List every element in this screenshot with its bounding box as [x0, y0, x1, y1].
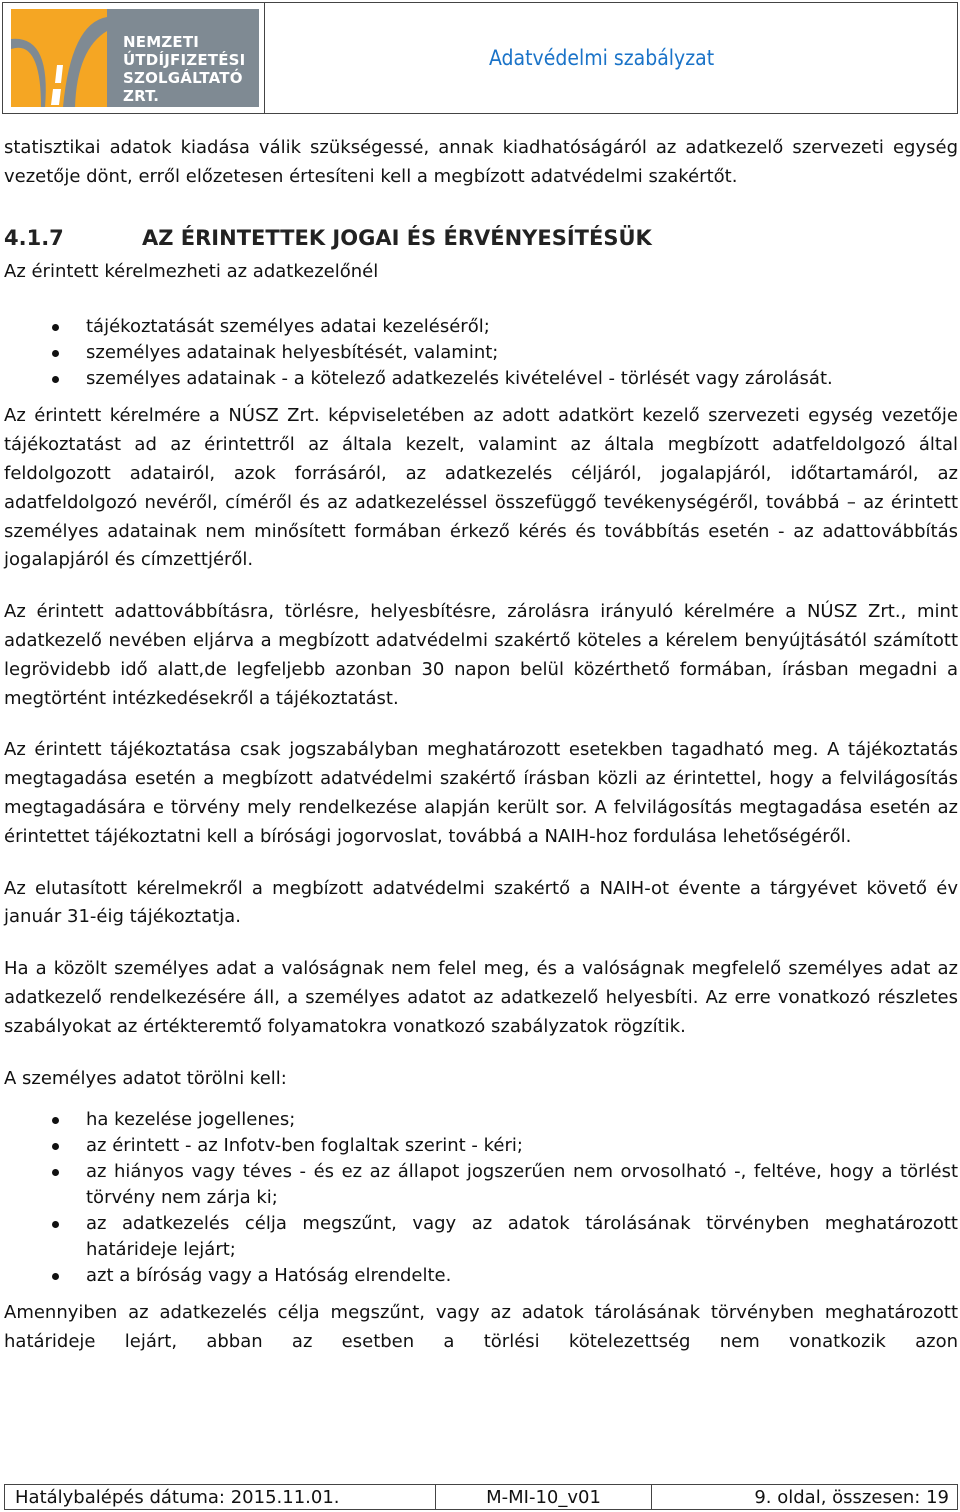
paragraph-rejected-requests: Az elutasított kérelmekről a megbízott adatvédelmi szakértő a NAIH-ot évente a tárgyévet követő év január 31-éig tájékoztatja.: [4, 877, 958, 928]
paragraph-correction: Ha a közölt személyes adat a valóságnak nem felel meg, és a valóságnak megfelelő személyes adat az adatkezelő rendelkezésére áll, a személyes adatot az adatkezelő helyesbíti. Az erre vonatkozó részletes szabályokat az értékteremtő folyamatokra vonatkozó szabályzatok rögzítik.: [4, 958, 958, 1037]
closing-paragraph: Amennyiben az adatkezelés célja megszűnt, vagy az adatok tárolásának törvényben meghatározott határideje lejárt, abban az esetben a törlési kötelezettség nem vonatkozik azon: [4, 1302, 958, 1353]
list-item: azt a bíróság vagy a Hatóság elrendelte.: [52, 1263, 958, 1289]
section-heading: [4, 220, 958, 256]
list-item: az hiányos vagy téves - és ez az állapot jogszerűen nem orvosolható -, feltéve, hogy a törlést törvény nem zárja ki;: [52, 1159, 958, 1211]
rights-list: [52, 314, 958, 392]
logo-text: [123, 33, 259, 105]
rights-intro: Az érintett kérelmezheti az adatkezelőnél: [4, 260, 379, 282]
section-title: AZ ÉRINTETTEK JOGAI ÉS ÉRVÉNYESÍTÉSÜK: [142, 225, 652, 250]
list-item: személyes adatainak helyesbítését, valamint;: [52, 340, 958, 366]
page-header: [2, 2, 958, 114]
paragraph-request-action: Az érintett adattovábbításra, törlésre, helyesbítésre, zárolásra irányuló kérelmére a NÚSZ Zrt., mint adatkezelő nevében eljárva a megbízott adatvédelmi szakértő köteles a kérelem benyújtásától számított legrövidebb idő alatt,de legfeljebb azonban 30 napon belül közérthető formában, írásban megadni a megtörtént intézkedésekről a tájékoztatást.: [4, 601, 958, 709]
list-item: az adatkezelés célja megszűnt, vagy az adatok tárolásának törvényben meghatározott határideje lejárt;: [52, 1211, 958, 1263]
section-number: 4.1.7: [4, 225, 64, 250]
company-logo: [11, 9, 259, 107]
effective-date: Hatálybalépés dátuma: 2015.11.01.: [5, 1485, 436, 1509]
list-item: tájékoztatását személyes adatai kezeléséről;: [52, 314, 958, 340]
document-code: M-MI-10_v01: [436, 1485, 652, 1509]
document-title: Adatvédelmi szabályzat: [489, 46, 715, 70]
intro-paragraph: statisztikai adatok kiadása válik szükségessé, annak kiadhatóságáról az adatkezelő szervezeti egység vezetője dönt, erről előzetesen értesíteni kell a megbízott adatvédelmi szakértőt.: [4, 137, 958, 187]
delete-list: [52, 1107, 958, 1289]
document-body: [4, 134, 958, 1357]
paragraph-refusal: Az érintett tájékoztatása csak jogszabályban meghatározott esetekben tagadható meg. A tájékoztatás megtagadása esetén a megbízott adatvédelmi szakértő írásban közli az érintettel, hogy a felvilágosítás megtagadására e törvény mely rendelkezése alapján került sor. A felvilágosítás megtagadása esetén az érintettet tájékoztatni kell a bírósági jogorvoslat, továbbá a NAIH-hoz fordulása lehetőségéről.: [4, 739, 958, 847]
list-item: az érintett - az Infotv-ben foglaltak szerint - kéri;: [52, 1133, 958, 1159]
paragraph-request-info: Az érintett kérelmére a NÚSZ Zrt. képviseletében az adott adatkört kezelő szervezeti egység vezetője tájékoztatást ad az érintettről az általa kezelt, valamint az általa megbízott adatfeldolgozó által feldolgozott adatairól, azok forrásáról, az adatkezelés céljáról, jogalapjáról, időtartamáról, az adatfeldolgozó nevéről, címéről és az adatkezeléssel összefüggő tevékenységéről, továbbá – az érintett személyes adatainak nem minősített formában érkező kérés és továbbítás esetén - az adattovábbítás jogalapjáról és címzettjéről.: [4, 405, 958, 571]
logo-line-3: SZOLGÁLTATÓ ZRT.: [123, 69, 243, 105]
page-footer: [4, 1484, 958, 1510]
page-number: 9. oldal, összesen: 19: [754, 1486, 949, 1508]
paragraph-delete-intro: A személyes adatot törölni kell:: [4, 1067, 287, 1089]
logo-cell: [3, 3, 265, 113]
list-item: személyes adatainak - a kötelező adatkezelés kivételével - törlését vagy zárolását.: [52, 366, 958, 392]
logo-line-2: ÚTDÍJFIZETÉSI: [123, 51, 246, 69]
logo-line-1: NEMZETI: [123, 33, 200, 51]
list-item: ha kezelése jogellenes;: [52, 1107, 958, 1133]
